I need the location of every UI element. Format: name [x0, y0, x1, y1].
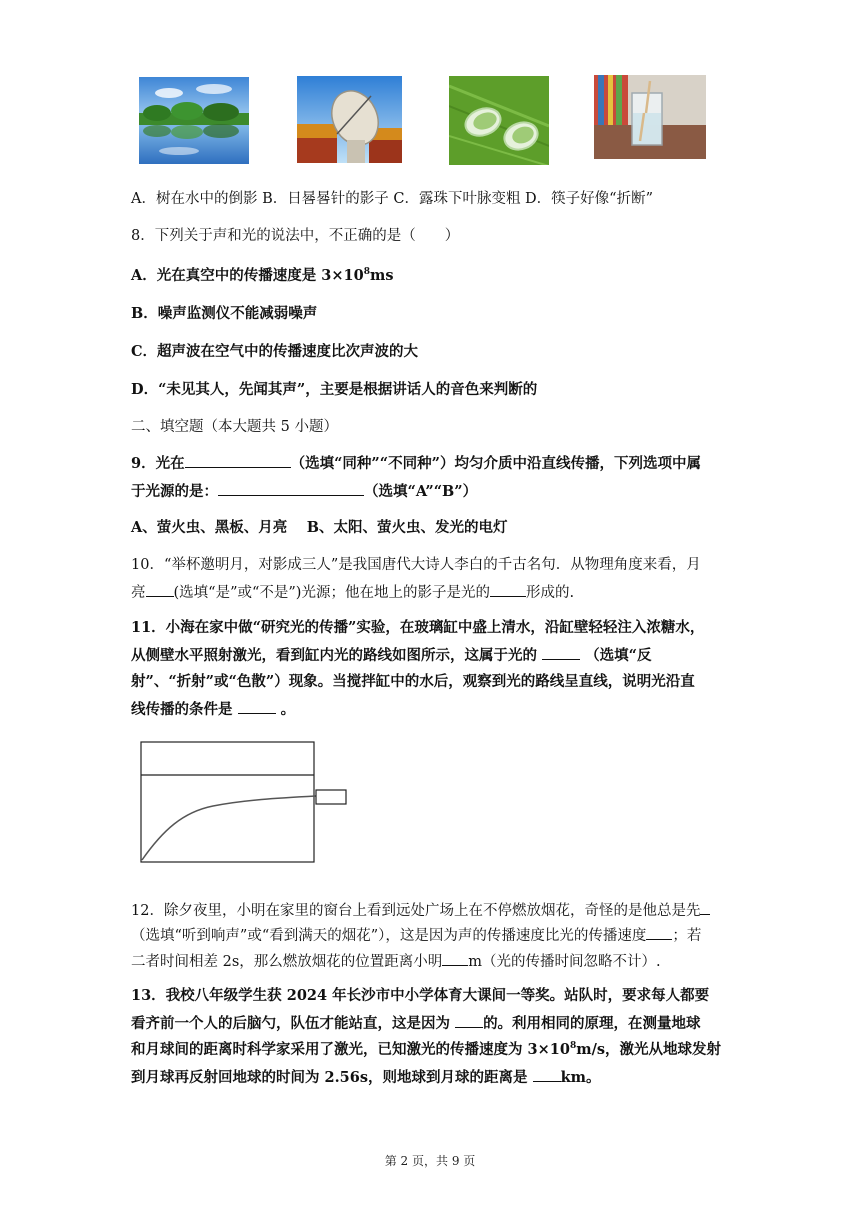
q8-stem: 8．下列关于声和光的说法中，不正确的是（ ） — [131, 228, 460, 244]
q7-options: A．树在水中的倒影 B．日晷晷针的影子 C．露珠下叶脉变粗 D．筷子好像“折断” — [131, 191, 653, 207]
q8-option-d: D．“未见其人，先闻其声”，主要是根据讲话人的音色来判断的 — [131, 381, 538, 398]
q13-blank-2[interactable] — [533, 1067, 561, 1082]
q11-line3: 射”、“折射”或“色散”）现象。当搅拌缸中的水后，观察到光的路线呈直线，说明光沿直 — [131, 673, 695, 690]
q12-blank-3[interactable] — [442, 951, 468, 966]
q12-blank-1[interactable] — [700, 900, 710, 915]
page-footer: 第 2 页，共 9 页 — [384, 1154, 476, 1168]
laser-path — [142, 796, 316, 860]
q13-line1: 13．我校八年级学生获 2024 年长沙市中小学体育大课间一等奖。站队时，要求每人都要 — [131, 987, 710, 1004]
photo-tree-reflection — [139, 77, 249, 164]
q10-line1: 10．“举杯邀明月，对影成三人”是我国唐代大诗人李白的千古名句．从物理角度来看，月 — [131, 557, 701, 573]
q11-line2: 从侧壁水平照射激光，看到缸内光的路线如图所示，这属于光的 （选填“反 — [131, 647, 652, 664]
q11-blank-2[interactable] — [238, 699, 276, 714]
q13-blank-1[interactable] — [455, 1013, 483, 1028]
q9-options: A、萤火虫、黑板、月亮 B、太阳、萤火虫、发光的电灯 — [131, 519, 508, 536]
q11-tank-diagram — [138, 740, 353, 869]
q13-line2: 看齐前一个人的后脑勺，队伍才能站直，这是因为 的。利用相同的原理，在测量地球 — [131, 1015, 701, 1032]
laser-pointer — [316, 790, 346, 804]
q9-blank-2[interactable] — [218, 481, 364, 496]
q10-line2: 亮 (选填“是”或“不是”)光源；他在地上的影子是光的 形成的. — [131, 582, 574, 603]
q12-line1: 12．除夕夜里，小明在家里的窗台上看到远处广场上在不停燃放烟花，奇怪的是他总是先 — [131, 900, 710, 921]
q12-line2: （选填“听到响声”或“看到满天的烟花”），这是因为声的传播速度比光的传播速度 ；若 — [131, 925, 701, 946]
q8-option-c: C．超声波在空气中的传播速度比次声波的大 — [131, 343, 419, 360]
q9-line2: 于光源的是： （选填“A”“B”） — [131, 483, 478, 500]
q12-blank-2[interactable] — [646, 925, 672, 940]
q11-line1: 11．小海在家中做“研究光的传播”实验，在玻璃缸中盛上清水，沿缸壁轻轻注入浓糖水， — [131, 619, 705, 636]
q10-blank-1[interactable] — [146, 582, 174, 597]
q9-line1: 9．光在 （选填“同种”“不同种”）均匀介质中沿直线传播，下列选项中属 — [131, 455, 701, 472]
glass-tank — [141, 742, 314, 862]
photo-chopstick-in-glass — [594, 75, 706, 159]
q11-line4: 线传播的条件是 。 — [131, 701, 296, 718]
q13-line3: 和月球间的距离时科学家采用了激光，已知激光的传播速度为 $3\times 10^8m/s$，激光从地球发射 — [131, 1041, 722, 1058]
q10-blank-2[interactable] — [490, 582, 526, 597]
q12-line3: 二者时间相差 2s，那么燃放烟花的位置距离小明 m（光的传播时间忽略不计）. — [131, 951, 661, 972]
q8-option-b: B．噪声监测仪不能减弱噪声 — [131, 305, 318, 322]
q11-blank-1[interactable] — [542, 645, 580, 660]
q13-line4: 到月球再反射回地球的时间为 2.56s，则地球到月球的距离是 km。 — [131, 1069, 601, 1086]
photo-sundial — [297, 76, 402, 163]
q8-option-a: A．光在真空中的传播速度是 $3\times 10^8ms$ — [131, 267, 394, 284]
section-heading-fill-in: 二、填空题（本大题共 5 小题） — [131, 419, 338, 435]
photo-dew-on-leaf — [449, 76, 549, 165]
q9-blank-1[interactable] — [185, 453, 291, 468]
